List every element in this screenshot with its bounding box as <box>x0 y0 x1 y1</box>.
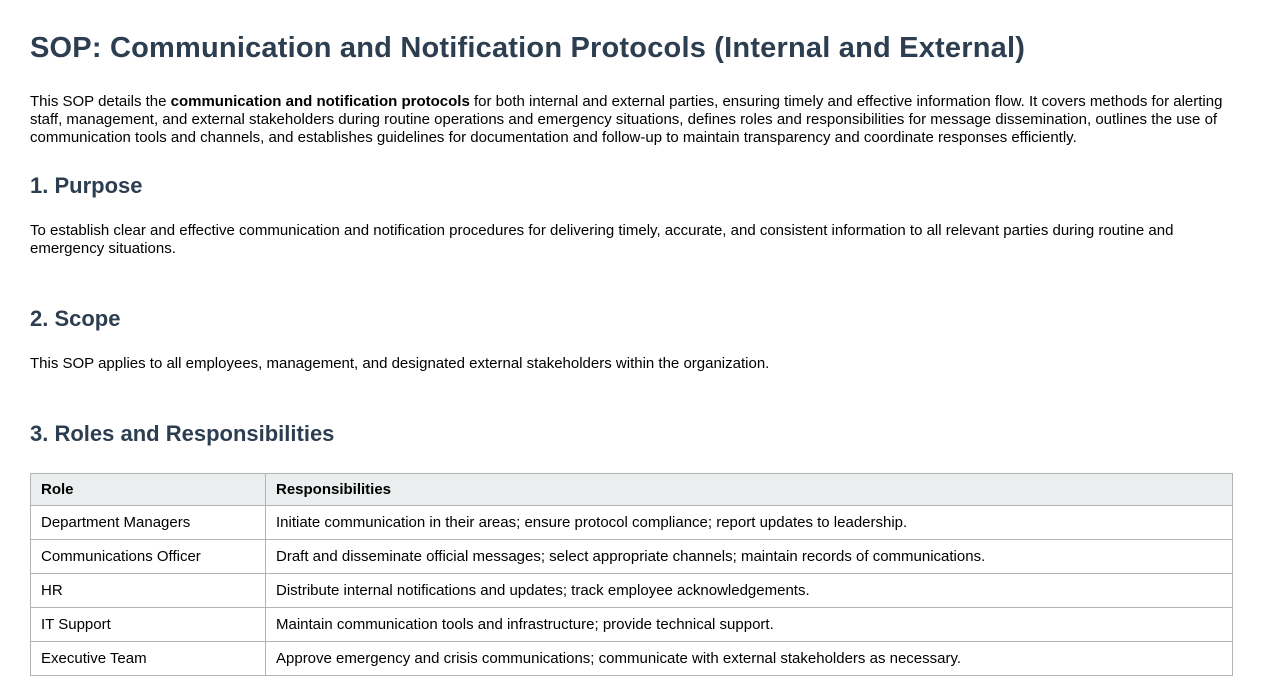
intro-text-lead: This SOP details the <box>30 93 171 110</box>
intro-text-bold: communication and notification protocols <box>170 93 470 110</box>
intro-paragraph <box>30 93 1233 147</box>
table-row <box>31 608 1233 642</box>
page-title: SOP: Communication and Notification Protocols (Internal and External) <box>30 32 1026 64</box>
responsibilities-cell: Distribute internal notifications and updates; track employee acknowledgements. <box>266 574 1233 608</box>
column-header-responsibilities: Responsibilities <box>266 474 1233 506</box>
table-row <box>31 506 1233 540</box>
role-cell: Communications Officer <box>31 540 266 574</box>
purpose-paragraph: To establish clear and effective communication and notification procedures for delivering timely, accurate, and consistent information to all relevant parties during routine and emergency situations. <box>30 222 1174 257</box>
section-heading-roles: 3. Roles and Responsibilities <box>30 421 335 446</box>
scope-paragraph: This SOP applies to all employees, management, and designated external stakeholders within the organization. <box>30 355 770 372</box>
table-row <box>31 540 1233 574</box>
responsibilities-cell: Draft and disseminate official messages; select appropriate channels; maintain records of communications. <box>266 540 1233 574</box>
section-heading-purpose: 1. Purpose <box>30 173 143 198</box>
role-cell: Executive Team <box>31 642 266 676</box>
column-header-role: Role <box>31 474 266 506</box>
intro-text-tail: for both internal and external parties, ensuring timely and effective information flow. It covers methods for alerting staff, management, and external stakeholders during routine operations and emergency situations, defines roles and responsibilities for message dissemination, outlines the use of communication tools and channels, and establishes guidelines for documentation and follow-up to maintain transparency and coordinate responses efficiently. <box>30 93 1223 146</box>
role-cell: HR <box>31 574 266 608</box>
table-header-row <box>31 474 1233 506</box>
section-heading-scope: 2. Scope <box>30 306 121 331</box>
role-cell: Department Managers <box>31 506 266 540</box>
role-cell: IT Support <box>31 608 266 642</box>
roles-table <box>30 473 1233 676</box>
table-row <box>31 642 1233 676</box>
responsibilities-cell: Maintain communication tools and infrastructure; provide technical support. <box>266 608 1233 642</box>
responsibilities-cell: Initiate communication in their areas; ensure protocol compliance; report updates to leadership. <box>266 506 1233 540</box>
responsibilities-cell: Approve emergency and crisis communications; communicate with external stakeholders as necessary. <box>266 642 1233 676</box>
table-row <box>31 574 1233 608</box>
